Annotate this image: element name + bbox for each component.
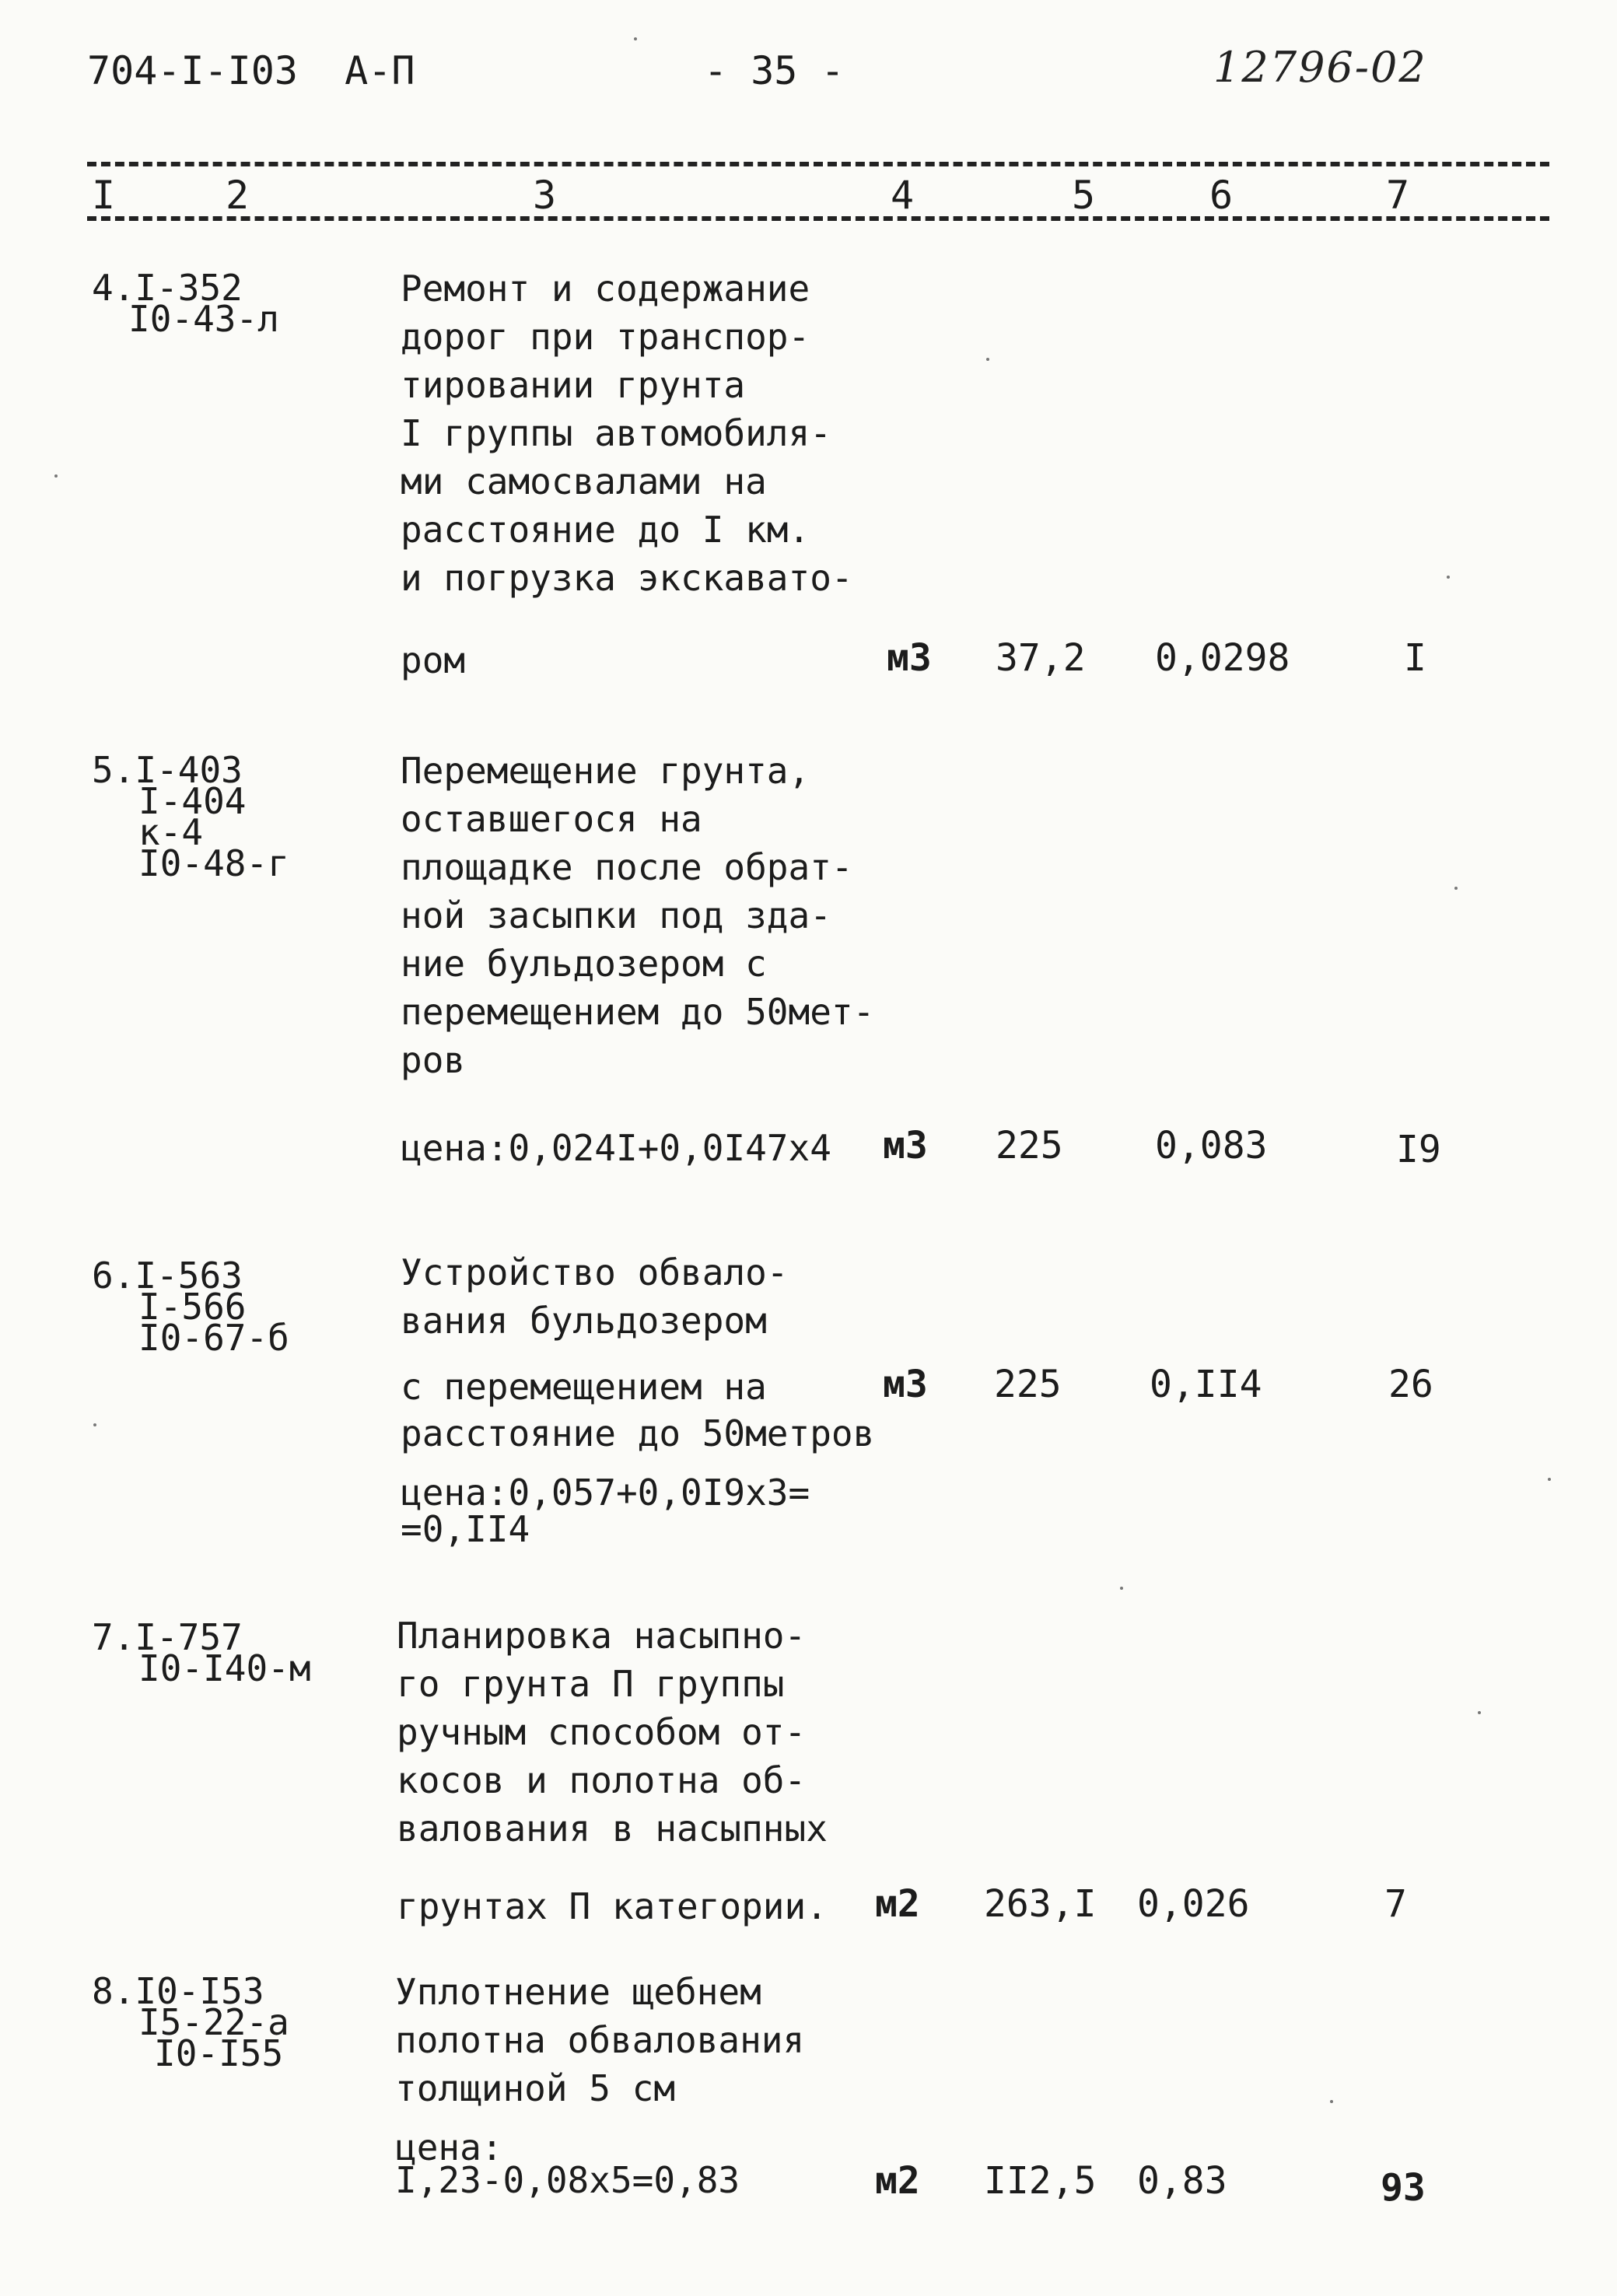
row-description-line: ми самосвалами на bbox=[401, 460, 767, 502]
column-number-7: 7 bbox=[1386, 173, 1410, 218]
page-number: - 35 - bbox=[704, 48, 845, 93]
row-total: I9 bbox=[1396, 1128, 1441, 1171]
row-price: 0,II4 bbox=[1150, 1363, 1262, 1406]
document-code: 704-I-I03 А-П bbox=[87, 48, 415, 93]
row-description-line: грунтах П категории. bbox=[397, 1885, 828, 1927]
scan-speck bbox=[986, 358, 989, 361]
row-description-line: дорог при транспор- bbox=[401, 316, 810, 358]
row-description-line: Устройство обвало- bbox=[401, 1251, 789, 1293]
row-description-line: ние бульдозером с bbox=[401, 943, 767, 985]
row-description-line: Планировка насыпно- bbox=[397, 1615, 807, 1657]
row-unit: м2 bbox=[875, 2159, 920, 2203]
row-description-line: I,23-0,08x5=0,83 bbox=[395, 2159, 740, 2201]
row-total: 26 bbox=[1388, 1363, 1433, 1406]
row-code: 8.I0-I53 bbox=[92, 1970, 264, 2012]
row-price: 0,83 bbox=[1137, 2159, 1227, 2203]
row-description-line: цена:0,057+0,0I9x3= bbox=[401, 1472, 810, 1514]
row-code: к-4 bbox=[138, 811, 204, 853]
column-number-4: 4 bbox=[891, 173, 915, 218]
scan-speck bbox=[634, 37, 637, 40]
row-unit: м3 bbox=[883, 1363, 928, 1406]
row-quantity: 263,I bbox=[984, 1882, 1097, 1926]
column-number-5: 5 bbox=[1072, 173, 1096, 218]
row-code: 4.I-352 bbox=[92, 267, 243, 309]
row-code: I0-67-б bbox=[138, 1317, 289, 1359]
row-description-line: ров bbox=[401, 1039, 466, 1081]
scan-speck bbox=[1120, 1587, 1123, 1590]
row-description-line: и погрузка экскавато- bbox=[401, 557, 853, 599]
handwritten-number: 12796-02 bbox=[1213, 43, 1427, 92]
row-price: 0,083 bbox=[1155, 1124, 1268, 1167]
row-description-line: =0,II4 bbox=[401, 1508, 530, 1550]
column-number-2: 2 bbox=[226, 173, 250, 218]
row-description-line: I группы автомобиля- bbox=[401, 412, 831, 454]
row-description-line: го грунта П группы bbox=[397, 1663, 785, 1705]
row-code: 7.I-757 bbox=[92, 1616, 243, 1658]
row-description-line: толщиной 5 см bbox=[395, 2067, 676, 2109]
row-price: 0,026 bbox=[1137, 1882, 1250, 1926]
scan-speck bbox=[93, 1423, 96, 1426]
row-unit: м2 bbox=[875, 1882, 920, 1926]
row-code: I0-I55 bbox=[154, 2032, 284, 2074]
scan-speck bbox=[1454, 887, 1458, 890]
scan-speck bbox=[1447, 576, 1450, 579]
row-total: 7 bbox=[1384, 1882, 1407, 1926]
row-description-line: Уплотнение щебнем bbox=[395, 1971, 761, 2013]
row-description-line: расстояние до I км. bbox=[401, 509, 810, 551]
row-description-line: Ремонт и содержание bbox=[401, 268, 810, 310]
row-code: 6.I-563 bbox=[92, 1255, 243, 1297]
row-description-line: ной засыпки под зда- bbox=[401, 894, 831, 936]
row-description-line: перемещением до 50мет- bbox=[401, 991, 875, 1033]
row-description-line: валования в насыпных bbox=[397, 1808, 828, 1850]
column-number-6: 6 bbox=[1209, 173, 1234, 218]
row-description-line: косов и полотна об- bbox=[397, 1759, 807, 1801]
scan-speck bbox=[54, 474, 58, 478]
row-description-line: ром bbox=[401, 639, 466, 681]
row-code: I-566 bbox=[138, 1286, 247, 1328]
row-total: 93 bbox=[1381, 2166, 1426, 2210]
column-number-3: 3 bbox=[533, 173, 557, 218]
row-total: I bbox=[1404, 636, 1426, 680]
scan-speck bbox=[1330, 2100, 1333, 2103]
header-dashed-rule-top bbox=[87, 162, 1549, 166]
row-description-line: цена:0,024I+0,0I47x4 bbox=[401, 1127, 831, 1169]
row-description-line: площадке после обрат- bbox=[401, 846, 853, 888]
row-quantity: 225 bbox=[996, 1124, 1063, 1167]
row-description-line: вания бульдозером bbox=[401, 1300, 767, 1342]
row-unit: м3 bbox=[883, 1124, 928, 1167]
scan-speck bbox=[1548, 1478, 1551, 1481]
row-description-line: ручным способом от- bbox=[397, 1711, 807, 1753]
row-unit: м3 bbox=[887, 636, 932, 680]
row-description-line: с перемещением на bbox=[401, 1366, 767, 1408]
row-code: I0-48-г bbox=[138, 842, 289, 884]
row-quantity: II2,5 bbox=[984, 2159, 1097, 2203]
column-number-1: I bbox=[92, 173, 116, 218]
scan-speck bbox=[1478, 1711, 1481, 1714]
row-code: 5.I-403 bbox=[92, 749, 243, 791]
row-code: I5-22-а bbox=[138, 2001, 289, 2043]
row-code: I0-I40-м bbox=[138, 1647, 311, 1689]
row-description-line: расстояние до 50метров bbox=[401, 1412, 875, 1454]
row-code: I-404 bbox=[138, 780, 247, 822]
row-description-line: оставшегося на bbox=[401, 798, 702, 840]
header-dashed-rule-bottom bbox=[87, 216, 1549, 221]
row-description-line: Перемещение грунта, bbox=[401, 750, 810, 792]
row-quantity: 37,2 bbox=[996, 636, 1086, 680]
row-description-line: тировании грунта bbox=[401, 364, 746, 406]
row-description-line: цена: bbox=[395, 2126, 503, 2168]
row-quantity: 225 bbox=[994, 1363, 1062, 1406]
row-code: I0-43-л bbox=[128, 298, 279, 340]
row-description-line: полотна обвалования bbox=[395, 2019, 805, 2061]
row-price: 0,0298 bbox=[1155, 636, 1290, 680]
